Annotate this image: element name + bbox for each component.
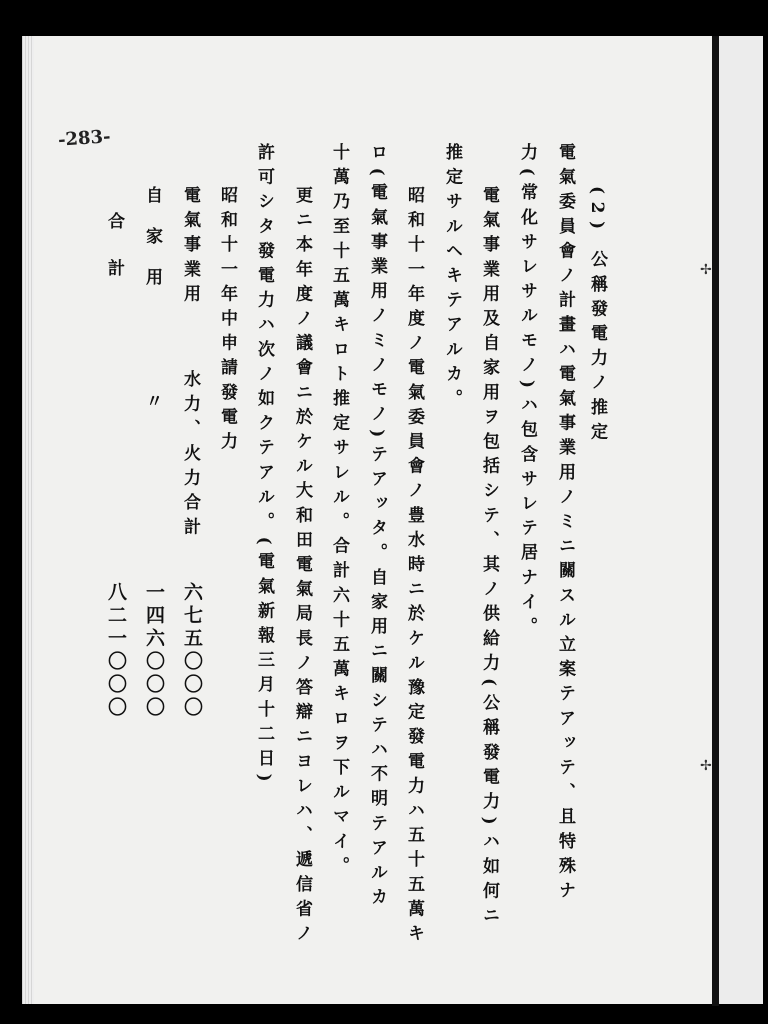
- table-note-private: 〃: [142, 392, 162, 417]
- table-label-private: 自家用: [142, 186, 162, 309]
- paragraph-line-1: 電氣委員會ノ計畫ハ電氣事業用ノミニ關スル立案テアッテ、且特殊ナ: [555, 143, 575, 906]
- table-value-private: 一四六〇〇〇: [143, 582, 165, 720]
- table-value-total: 八二一〇〇〇: [105, 582, 127, 720]
- paragraph-line-9: 許可シタ發電力ハ次ノ如クテアル。(電氣新報三月十二日): [254, 143, 274, 790]
- paragraph-line-7: 十萬乃至十五萬キロト推定サレル。合計六十五萬キロヲ下ルマイ。: [329, 143, 349, 881]
- binding-mark-upper: ✢: [700, 262, 712, 278]
- paragraph-line-4: 推定サルヘキテアルカ。: [442, 143, 462, 414]
- paragraph-line-3: 電氣事業用及自家用ヲ包括シテ、其ノ供給力(公稱發電力)ハ如何ニ: [479, 186, 499, 931]
- table-note-utility: 水力、火力合計: [180, 370, 200, 543]
- table-label-total: 合計: [104, 212, 124, 306]
- page-left-edge: [22, 36, 34, 1004]
- section-heading: (2) 公稱發電力ノ推定: [587, 186, 607, 448]
- table-value-utility: 六七五〇〇〇: [181, 582, 203, 720]
- paragraph-line-8: 更ニ本年度ノ議會ニ於ケル大和田電氣局長ノ答辯ニヨレハ、遞信省ノ: [292, 186, 312, 949]
- book-spine: [712, 36, 719, 1006]
- page-number: -283-: [57, 126, 112, 151]
- table-label-utility: 電氣事業用: [180, 186, 200, 309]
- paragraph-line-6: ロ(電氣事業用ノミノモノ)テアッタ。自家用ニ關シテハ不明テアルカ: [367, 143, 387, 913]
- paragraph-line-2: 力(常化サレサルモノ)ハ包含サレテ居ナイ。: [517, 143, 537, 642]
- binding-mark-lower: ✢: [700, 758, 712, 774]
- paragraph-line-5: 昭和十一年度ノ電氣委員會ノ豊水時ニ於ケル豫定發電力ハ五十五萬キ: [404, 186, 424, 949]
- facing-page-edge: [719, 36, 763, 1004]
- paragraph-line-10: 昭和十一年中申請發電力: [217, 186, 237, 457]
